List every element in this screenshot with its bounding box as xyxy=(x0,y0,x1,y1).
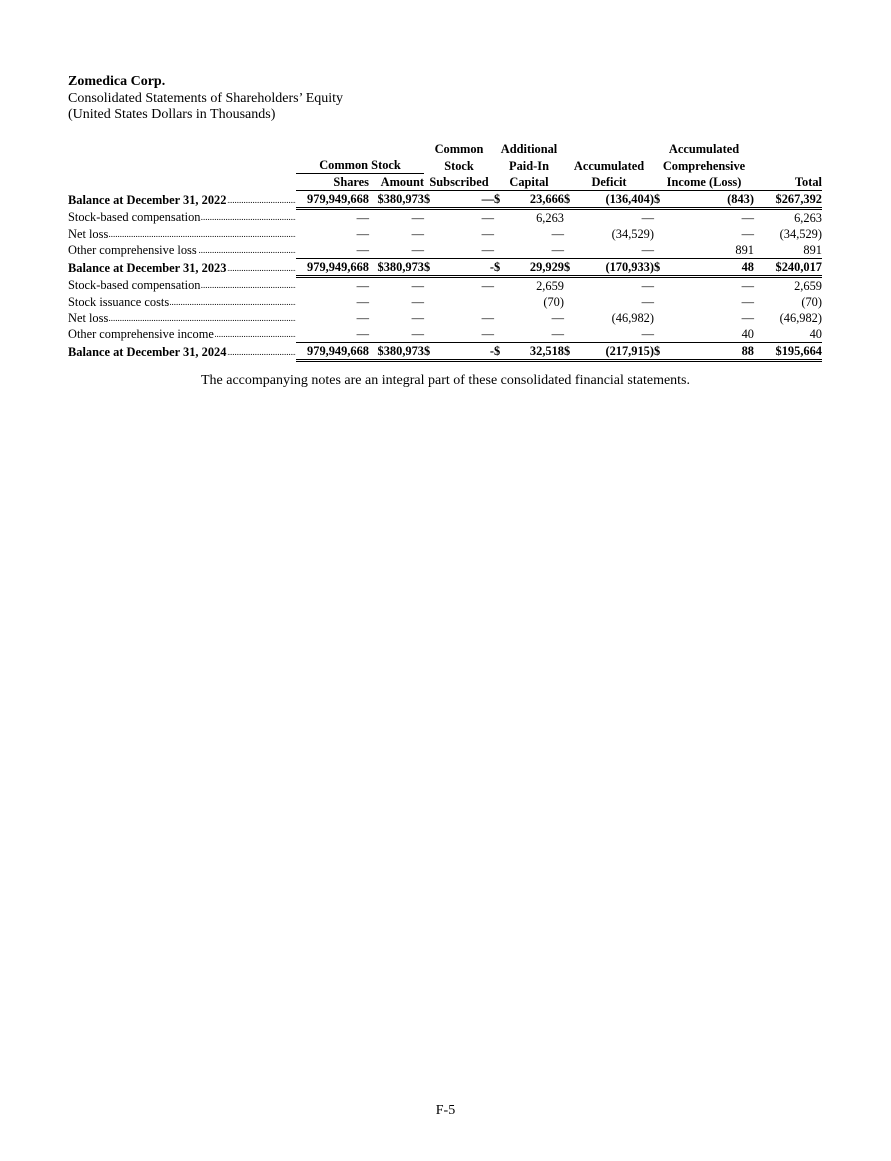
cell-def-cur xyxy=(564,310,576,326)
cell-sub-cur xyxy=(424,209,434,227)
cell-apic: — xyxy=(551,311,564,325)
col-apic-line2: Paid-In xyxy=(509,158,549,173)
col-apic-line1: Additional xyxy=(500,142,558,156)
cell-subscribed: — xyxy=(434,242,494,259)
cell-aoci: — xyxy=(741,211,754,225)
cell-apic-cur xyxy=(494,209,506,227)
cell-subscribed: - xyxy=(434,343,494,361)
cell-total: 891 xyxy=(754,242,822,259)
table-row xyxy=(68,209,822,227)
cell-deficit: (34,529) xyxy=(611,227,654,241)
cell-subscribed xyxy=(434,294,494,310)
cell-aoci: — xyxy=(741,295,754,309)
cell-sub-cur xyxy=(424,326,434,343)
cell-deficit: — xyxy=(576,242,654,259)
cell-aoci-cur: $ xyxy=(654,259,666,277)
cell-subscribed: - xyxy=(434,259,494,277)
cell-shares: — xyxy=(296,326,369,343)
row-label: Stock issuance costs ..... xyxy=(68,294,296,310)
cell-amount: — xyxy=(411,279,424,293)
cell-amount: $380,973 xyxy=(369,343,424,361)
cell-aoci-cur xyxy=(654,310,666,326)
cell-sub-cur xyxy=(424,294,434,310)
cell-subscribed: — xyxy=(481,227,494,241)
cell-apic: 6,263 xyxy=(536,211,564,225)
col-amount: Amount xyxy=(369,174,424,191)
cell-deficit: (136,404) xyxy=(576,191,654,209)
cell-apic: — xyxy=(506,326,564,343)
cell-total: $240,017 xyxy=(754,259,822,277)
cell-apic-cur xyxy=(494,294,506,310)
cell-apic: 32,518 xyxy=(506,343,564,361)
cell-sub-cur: $ xyxy=(424,191,434,209)
cell-deficit: (217,915) xyxy=(576,343,654,361)
cell-aoci: 891 xyxy=(666,242,754,259)
cell-shares: 979,949,668 xyxy=(296,259,369,277)
cell-apic: 29,929 xyxy=(506,259,564,277)
row-label: Net loss ..... xyxy=(68,310,296,326)
cell-apic-cur: $ xyxy=(494,191,506,209)
cell-shares: — xyxy=(356,295,369,309)
cell-deficit: — xyxy=(641,211,654,225)
cell-shares: — xyxy=(356,211,369,225)
cell-apic-cur: $ xyxy=(494,343,506,361)
cell-sub-cur xyxy=(424,310,434,326)
row-label: Other comprehensive income ..... xyxy=(68,326,296,343)
cell-shares: 979,949,668 xyxy=(296,343,369,361)
cell-apic: (70) xyxy=(543,295,564,309)
cell-total: (46,982) xyxy=(779,311,822,325)
cell-total: 2,659 xyxy=(794,279,822,293)
cell-aoci: (843) xyxy=(666,191,754,209)
cell-shares: — xyxy=(296,242,369,259)
cell-sub-cur xyxy=(424,226,434,242)
cell-subscribed: — xyxy=(434,191,494,209)
cell-subscribed: — xyxy=(434,326,494,343)
col-total: Total xyxy=(754,174,822,191)
cell-aoci: — xyxy=(741,279,754,293)
cell-deficit: — xyxy=(641,279,654,293)
cell-def-cur xyxy=(564,326,576,343)
cell-total: $267,392 xyxy=(754,191,822,209)
table-row xyxy=(68,294,822,310)
cell-amount: — xyxy=(411,295,424,309)
cell-deficit: — xyxy=(641,295,654,309)
cell-subscribed: — xyxy=(481,311,494,325)
table-row xyxy=(68,277,822,295)
cell-def-cur xyxy=(564,209,576,227)
cell-total: $195,664 xyxy=(754,343,822,361)
cell-def-cur xyxy=(564,277,576,295)
cell-subscribed: — xyxy=(481,211,494,225)
cell-apic: 2,659 xyxy=(536,279,564,293)
row-label: Net loss ..... xyxy=(68,226,296,242)
cell-aoci: 40 xyxy=(666,326,754,343)
cell-amount: $380,973 xyxy=(369,191,424,209)
cell-total: 6,263 xyxy=(794,211,822,225)
cell-aoci-cur xyxy=(654,277,666,295)
cell-apic-cur xyxy=(494,242,506,259)
table-row xyxy=(68,310,822,326)
cell-amount: — xyxy=(411,211,424,225)
col-common-stock-group: Common Stock xyxy=(296,157,424,174)
cell-amount: $380,973 xyxy=(369,259,424,277)
cell-apic-cur xyxy=(494,326,506,343)
col-aoci-line1: Accumulated xyxy=(668,142,740,156)
cell-def-cur: $ xyxy=(564,259,576,277)
cell-apic-cur xyxy=(494,310,506,326)
cell-shares: — xyxy=(356,227,369,241)
cell-apic: 23,666 xyxy=(506,191,564,209)
cell-aoci-cur xyxy=(654,209,666,227)
cell-def-cur: $ xyxy=(564,343,576,361)
col-aoci-line2: Comprehensive xyxy=(662,158,746,173)
cell-def-cur xyxy=(564,294,576,310)
col-apic-line3: Capital xyxy=(494,174,564,191)
cell-aoci-cur xyxy=(654,242,666,259)
row-label: Balance at December 31, 2023 ..... xyxy=(68,259,296,277)
cell-apic: — xyxy=(506,242,564,259)
cell-deficit: (170,933) xyxy=(576,259,654,277)
col-subscribed-line1: Common xyxy=(434,142,484,156)
row-label: Other comprehensive loss ..... xyxy=(68,242,296,259)
table-row xyxy=(68,326,822,343)
table-row xyxy=(68,226,822,242)
table-row xyxy=(68,242,822,259)
statement-units: (United States Dollars in Thousands) xyxy=(68,107,276,122)
cell-shares: 979,949,668 xyxy=(296,191,369,209)
table-body xyxy=(68,191,822,361)
table-header xyxy=(68,141,822,191)
cell-total: (34,529) xyxy=(779,227,822,241)
row-label: Stock-based compensation ..... xyxy=(68,277,296,295)
row-label: Balance at December 31, 2022 ..... xyxy=(68,191,296,209)
col-shares: Shares xyxy=(296,174,369,191)
cell-apic-cur xyxy=(494,277,506,295)
cell-aoci-cur: $ xyxy=(654,343,666,361)
cell-total: 40 xyxy=(754,326,822,343)
col-aoci-line3: Income (Loss) xyxy=(654,174,754,191)
row-label: Stock-based compensation ..... xyxy=(68,209,296,227)
cell-total: (70) xyxy=(801,295,822,309)
cell-amount: — xyxy=(411,227,424,241)
cell-sub-cur: $ xyxy=(424,259,434,277)
cell-def-cur xyxy=(564,226,576,242)
cell-sub-cur: $ xyxy=(424,343,434,361)
cell-subscribed: — xyxy=(481,279,494,293)
cell-aoci: 48 xyxy=(666,259,754,277)
cell-apic-cur xyxy=(494,226,506,242)
cell-def-cur: $ xyxy=(564,191,576,209)
cell-aoci-cur xyxy=(654,294,666,310)
cell-aoci-cur xyxy=(654,226,666,242)
statement-header xyxy=(68,74,343,124)
col-subscribed-line3: Subscribed xyxy=(424,174,494,191)
cell-aoci: — xyxy=(741,227,754,241)
cell-aoci-cur: $ xyxy=(654,191,666,209)
cell-apic: — xyxy=(551,227,564,241)
col-deficit-line1: Accumulated xyxy=(573,158,645,173)
cell-apic-cur: $ xyxy=(494,259,506,277)
cell-amount: — xyxy=(369,242,424,259)
cell-aoci: — xyxy=(741,311,754,325)
col-subscribed-line2: Stock xyxy=(444,158,474,173)
cell-deficit: (46,982) xyxy=(611,311,654,325)
cell-sub-cur xyxy=(424,242,434,259)
cell-deficit: — xyxy=(576,326,654,343)
row-label: Balance at December 31, 2024 ..... xyxy=(68,343,296,361)
cell-sub-cur xyxy=(424,277,434,295)
cell-aoci: 88 xyxy=(666,343,754,361)
equity-table xyxy=(68,141,822,362)
table-row xyxy=(68,343,822,361)
statement-title: Consolidated Statements of Shareholders’ Equity xyxy=(68,90,344,106)
table-row xyxy=(68,259,822,277)
cell-amount: — xyxy=(411,311,424,325)
table-row xyxy=(68,191,822,209)
col-deficit-line2: Deficit xyxy=(564,174,654,191)
cell-def-cur xyxy=(564,242,576,259)
footnote: The accompanying notes are an integral part of these consolidated financial statements. xyxy=(200,373,691,388)
cell-amount: — xyxy=(369,326,424,343)
cell-shares: — xyxy=(356,279,369,293)
cell-shares: — xyxy=(356,311,369,325)
page-number: F-5 xyxy=(435,1103,456,1118)
cell-aoci-cur xyxy=(654,326,666,343)
company-name: Zomedica Corp. xyxy=(68,74,166,89)
